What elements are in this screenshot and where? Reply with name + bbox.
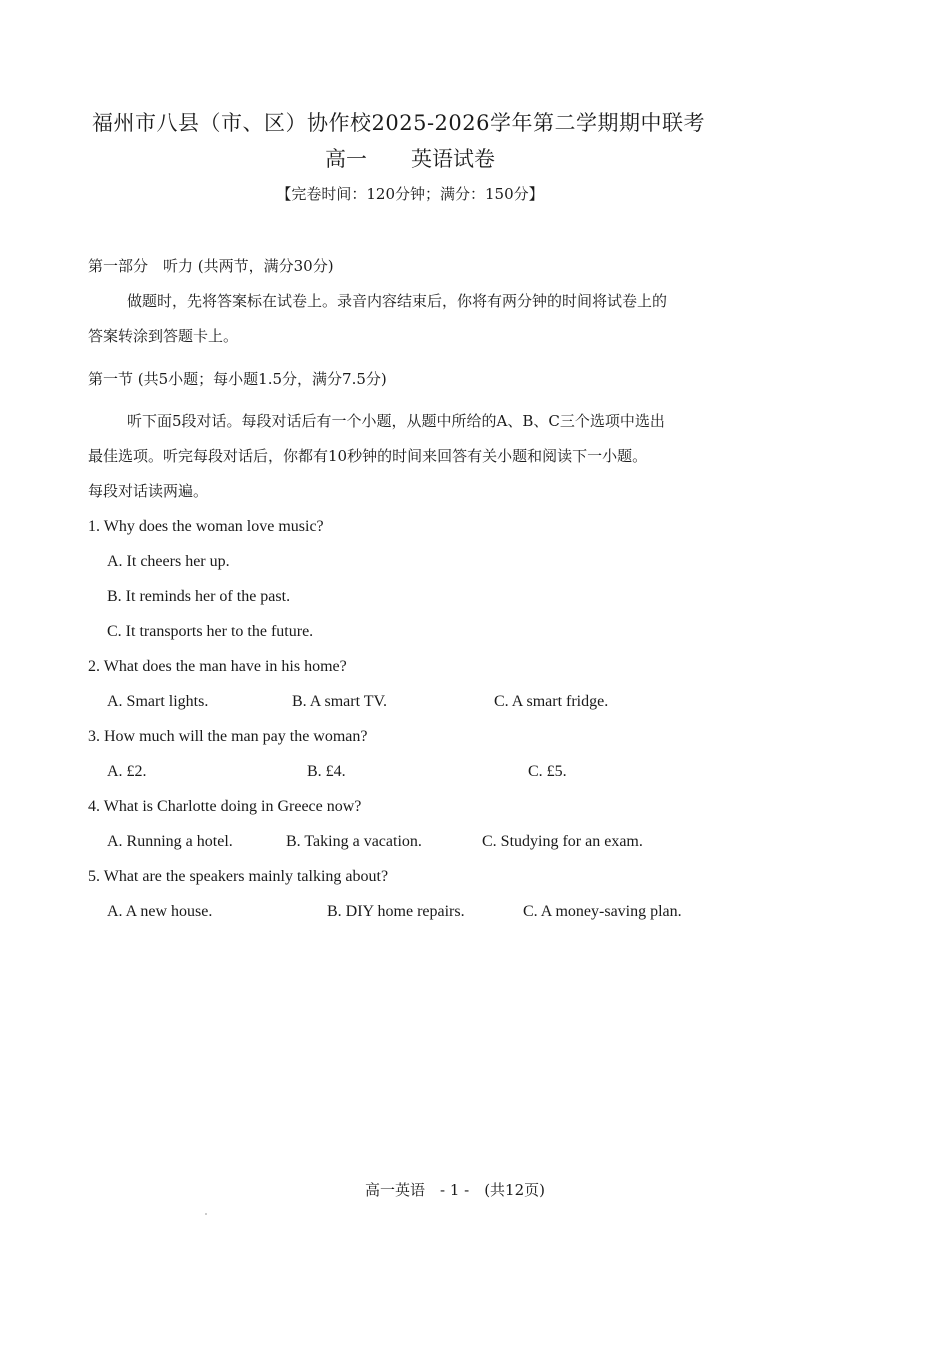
subject-label: 英语试卷 bbox=[411, 147, 495, 171]
part1-instruction-line2: 答案转涂到答题卡上。 bbox=[88, 327, 239, 345]
question-4-option-b: B. Taking a vacation. bbox=[286, 833, 422, 850]
grade-label: 高一 bbox=[325, 147, 367, 171]
exam-title: 福州市八县（市、区）协作校2025-2026学年第二学期期中联考 bbox=[92, 111, 705, 135]
question-2-option-c: C. A smart fridge. bbox=[494, 693, 609, 710]
section1-instruction-line1: 听下面5段对话。每段对话后有一个小题，从题中所给的A、B、C三个选项中选出 bbox=[127, 412, 665, 430]
exam-time-and-score: 【完卷时间：120分钟；满分：150分】 bbox=[276, 185, 544, 203]
question-1-stem: 1. Why does the woman love music? bbox=[88, 518, 324, 535]
question-2-stem: 2. What does the man have in his home? bbox=[88, 658, 347, 675]
page-footer: 高一英语 - 1 - (共12页) bbox=[364, 1181, 545, 1199]
section1-instruction-line3: 每段对话读两遍。 bbox=[88, 482, 209, 500]
exam-subtitle bbox=[0, 143, 820, 173]
question-3-stem: 3. How much will the man pay the woman? bbox=[88, 728, 368, 745]
question-1-option-b: B. It reminds her of the past. bbox=[107, 588, 291, 605]
question-2-option-a: A. Smart lights. bbox=[107, 693, 209, 710]
scan-speck bbox=[205, 1213, 207, 1215]
part1-instruction-line1: 做题时，先将答案标在试卷上。录音内容结束后，你将有两分钟的时间将试卷上的 bbox=[127, 292, 668, 310]
question-5-stem: 5. What are the speakers mainly talking about? bbox=[88, 868, 389, 885]
question-3-option-a: A. £2. bbox=[107, 763, 147, 780]
section1-heading: 第一节 (共5小题；每小题1.5分，满分7.5分) bbox=[88, 370, 387, 388]
question-5-option-c: C. A money-saving plan. bbox=[523, 903, 682, 920]
question-4-option-c: C. Studying for an exam. bbox=[482, 833, 643, 850]
question-4-option-a: A. Running a hotel. bbox=[107, 833, 233, 850]
question-2-option-b: B. A smart TV. bbox=[292, 693, 387, 710]
question-3-option-c: C. £5. bbox=[528, 763, 567, 780]
question-5-option-a: A. A new house. bbox=[107, 903, 213, 920]
part1-heading: 第一部分 听力 (共两节，满分30分) bbox=[88, 257, 334, 275]
question-1-option-c: C. It transports her to the future. bbox=[107, 623, 314, 640]
question-1-option-a: A. It cheers her up. bbox=[107, 553, 230, 570]
question-5-option-b: B. DIY home repairs. bbox=[327, 903, 465, 920]
question-4-stem: 4. What is Charlotte doing in Greece now? bbox=[88, 798, 362, 815]
section1-instruction-line2: 最佳选项。听完每段对话后，你都有10秒钟的时间来回答有关小题和阅读下一小题。 bbox=[88, 447, 648, 465]
question-3-option-b: B. £4. bbox=[307, 763, 346, 780]
